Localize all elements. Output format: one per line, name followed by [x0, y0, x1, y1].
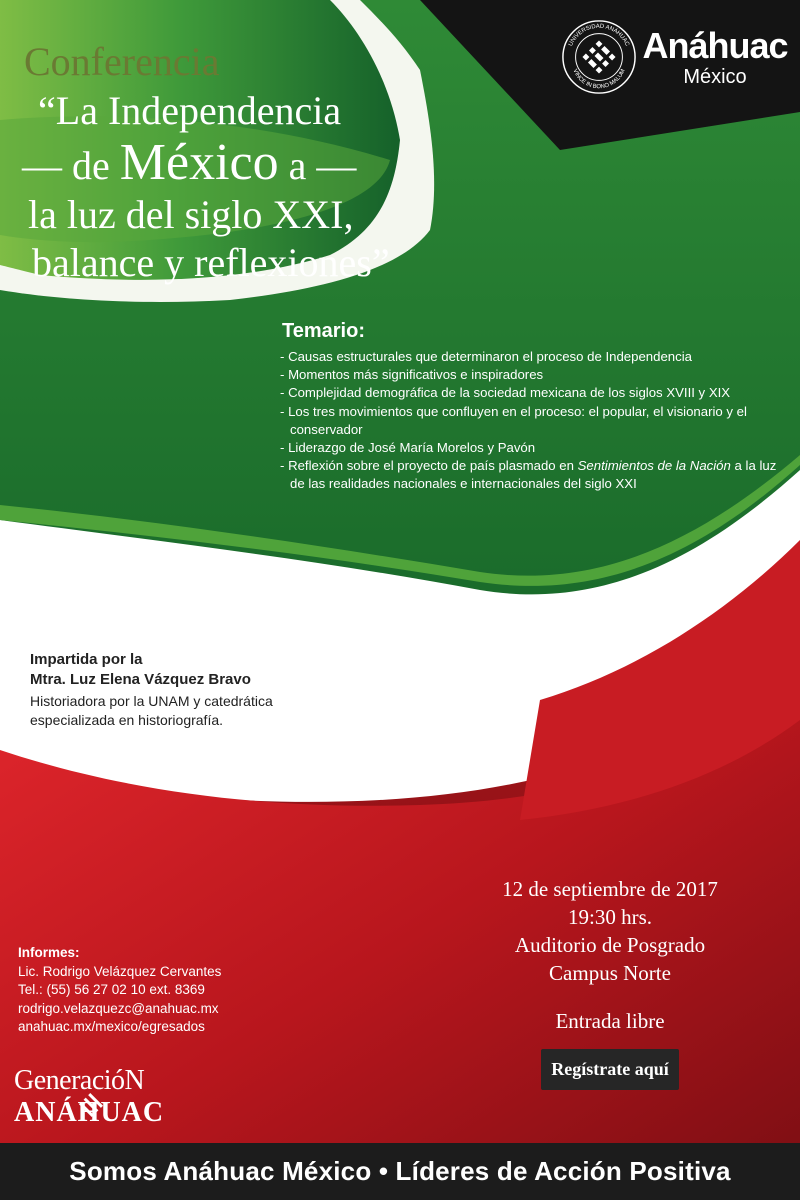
- event-date: 12 de septiembre de 2017: [502, 877, 718, 901]
- temario-item-last: [280, 457, 790, 493]
- temario-item: - Liderazgo de José María Morelos y Pavón: [280, 439, 790, 457]
- event-venue: Auditorio de Posgrado: [514, 933, 706, 957]
- contact-website[interactable]: anahuac.mx/mexico/egresados: [18, 1019, 205, 1034]
- generacion-logo-bottom: ANÁHUAC: [14, 1097, 165, 1128]
- title-conferencia: Conferencia: [24, 39, 220, 84]
- event-campus: Campus Norte: [549, 961, 671, 985]
- temario-item: - Los tres movimientos que confluyen en el proceso: el popular, el visionario y el conservador: [280, 403, 790, 439]
- temario-section: [280, 318, 790, 494]
- event-entry: Entrada libre: [555, 1009, 665, 1033]
- temario-list: [280, 348, 790, 494]
- speaker-intro: Impartida por la: [30, 651, 143, 668]
- generacion-logo-top: GeneracióN: [14, 1065, 145, 1096]
- register-button[interactable]: Regístrate aquí: [541, 1049, 678, 1090]
- temario-item: - Causas estructurales que determinaron el proceso de Independencia: [280, 348, 790, 366]
- temario-item: - Complejidad demográfica de la sociedad mexicana de los siglos XVIII y XIX: [280, 384, 790, 402]
- event-time: 19:30 hrs.: [568, 905, 652, 929]
- anahuac-logo[interactable]: [560, 18, 790, 108]
- title-line-2-pre: — de: [22, 143, 120, 188]
- svg-text:UNIVERSIDAD ANÁHUAC: UNIVERSIDAD ANÁHUAC: [568, 23, 630, 48]
- title-mexico: México: [119, 134, 279, 191]
- temario-heading: Temario:: [282, 320, 365, 342]
- university-seal-icon: [560, 18, 638, 96]
- generacion-anahuac-logo: [14, 1066, 179, 1134]
- speaker-info: [30, 650, 330, 730]
- title-line-4: balance y reflexiones”: [32, 240, 390, 285]
- temario-last-italic: Sentimientos de la Nación: [577, 458, 731, 474]
- event-spacer: [420, 987, 800, 1007]
- svg-text:VINCE IN BONO MALUM: VINCE IN BONO MALUM: [571, 68, 627, 91]
- brand-subtitle: México: [683, 66, 747, 88]
- speaker-description: Historiadora por la UNAM y catedrática especializada en historiografía.: [30, 693, 273, 728]
- informes-heading: Informes:: [18, 945, 80, 960]
- brand-name: Anáhuac: [642, 25, 788, 66]
- temario-last-post: a la luz de las realidades nacionales e internacionales del siglo XXI: [290, 458, 777, 492]
- contact-email[interactable]: rodrigo.velazquezc@anahuac.mx: [18, 1000, 219, 1016]
- temario-item: - Momentos más significativos e inspiradores: [280, 366, 790, 384]
- brand-text: [640, 26, 790, 88]
- contact-info: [18, 944, 338, 1037]
- title-line-2: [22, 134, 357, 191]
- speaker-name: Mtra. Luz Elena Vázquez Bravo: [30, 671, 251, 688]
- title-line-2-post: a —: [278, 143, 357, 188]
- title-line-3: la luz del siglo XXI,: [28, 192, 354, 237]
- temario-last-pre: Reflexión sobre el proyecto de país plasmado en: [288, 458, 578, 474]
- footer-banner: Somos Anáhuac México • Líderes de Acción Positiva: [0, 1143, 800, 1200]
- contact-phone: Tel.: (55) 56 27 02 10 ext. 8369: [18, 982, 205, 997]
- contact-name: Lic. Rodrigo Velázquez Cervantes: [18, 963, 222, 979]
- event-details: [420, 875, 800, 1090]
- title-line-1: “La Independencia: [38, 88, 342, 133]
